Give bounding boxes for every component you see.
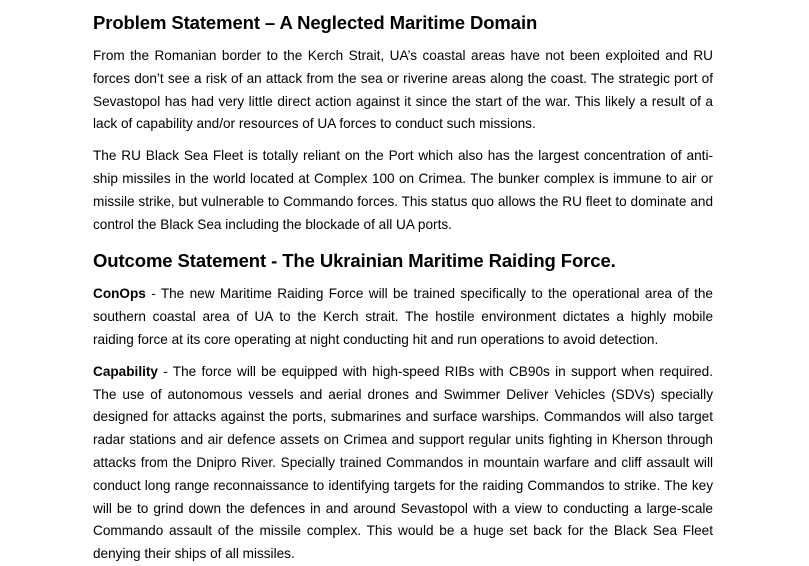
conops-label: ConOps — [93, 286, 146, 302]
document-page — [93, 0, 713, 566]
problem-statement-heading: Problem Statement – A Neglected Maritime Domain — [93, 12, 538, 33]
problem-paragraph-1: From the Romanian border to the Kerch Strait, UA’s coastal areas have not been exploited and RU forces don’t see a risk of an attack from the sea or riverine areas along the coast. The strategic port of Sevastopol has had very little direct action against it since the start of the war. This likely a result of a lack of capability and/or resources of UA forces to conduct such missions. — [93, 48, 713, 132]
capability-text: - The force will be equipped with high-speed RIBs with CB90s in support when required. The use of autonomous vessels and aerial drones and Swimmer Deliver Vehicles (SDVs) specially designed for attacks against the ports, submarines and surface warships. Commandos will also target radar stations and air defence assets on Crimea and support regular units fighting in Kherson through attacks from the Dnipro River. Specially trained Commandos in mountain warfare and cliff assault will conduct long range reconnaissance to identifying targets for the raiding Commandos to strike. The key will be to grind down the defences in and around Sevastopol with a view to conducting a large-scale Commando assault of the missile complex. This would be a huge set back for the Black Sea Fleet denying their ships of all missiles. — [93, 363, 713, 562]
capability-paragraph — [93, 361, 713, 566]
conops-text: - The new Maritime Raiding Force will be trained specifically to the operational area of the southern coastal area of UA to the Kerch strait. The hostile environment dictates a highly mobile raiding force at its core operating at night conducting hit and run operations to avoid detection. — [93, 286, 713, 347]
capability-label: Capability — [93, 363, 158, 379]
problem-paragraph-2: The RU Black Sea Fleet is totally reliant on the Port which also has the largest concentration of anti-ship missiles in the world located at Complex 100 on Crimea. The bunker complex is immune to air or missile strike, but vulnerable to Commando forces. This status quo allows the RU fleet to dominate and control the Black Sea including the blockade of all UA ports. — [93, 148, 713, 232]
outcome-statement-heading: Outcome Statement - The Ukrainian Maritime Raiding Force. — [93, 250, 616, 272]
conops-paragraph — [93, 283, 713, 351]
